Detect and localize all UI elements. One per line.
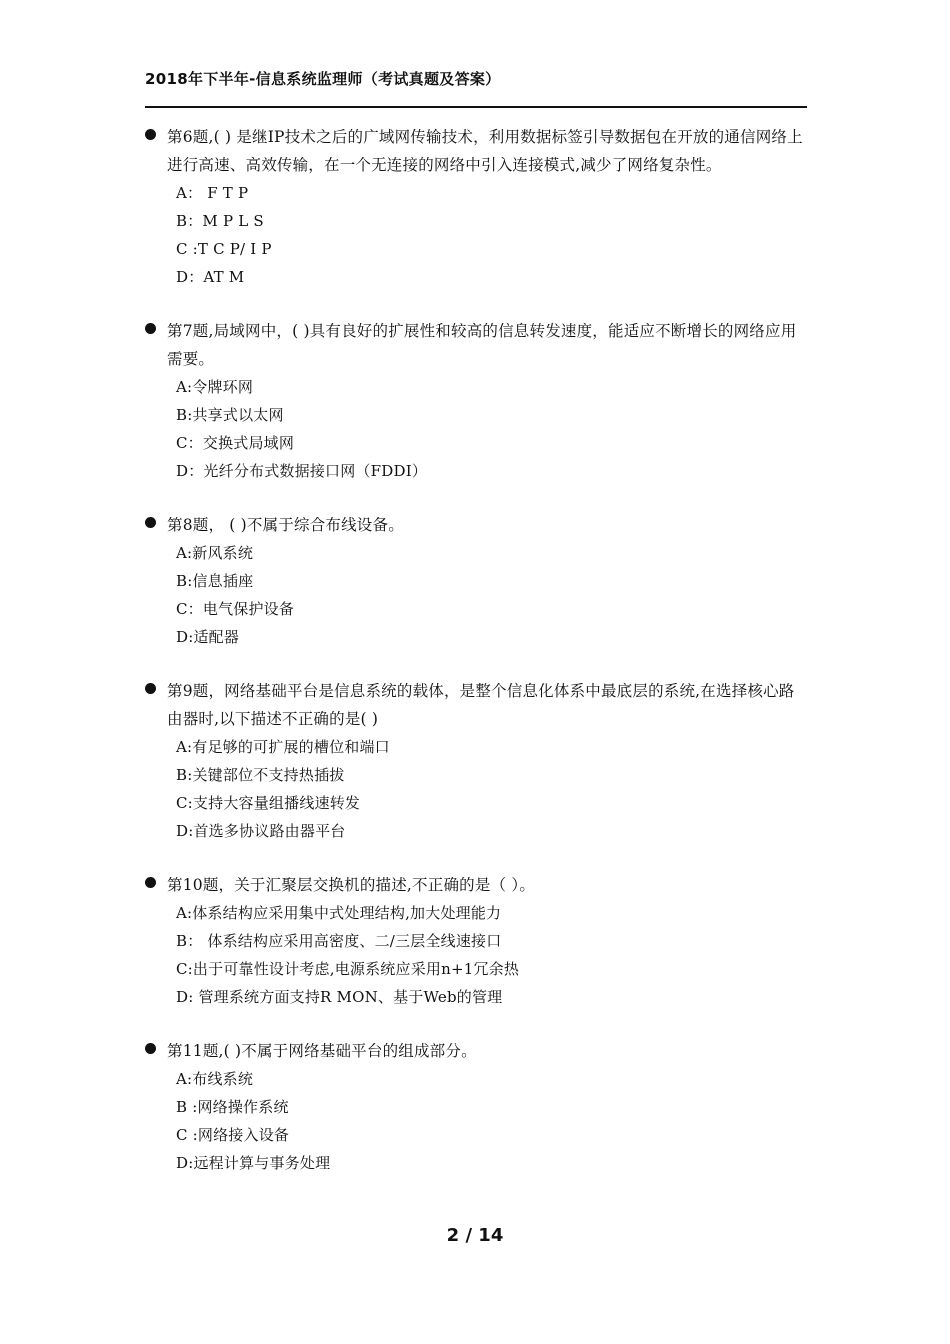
bullet-icon: [145, 129, 156, 140]
option-b: B：M P L S: [176, 212, 264, 230]
question-9: [145, 677, 807, 845]
question-stem: 第10题，关于汇聚层交换机的描述,不正确的是（ ）。: [167, 876, 536, 894]
option-c: C :T C P/ I P: [176, 240, 272, 258]
option-list: [167, 373, 807, 485]
option-list: [167, 1065, 807, 1177]
option-list: [167, 539, 807, 651]
option-d: D：光纤分布式数据接口网（FDDI）: [176, 462, 428, 480]
question-8: [145, 511, 807, 651]
option-list: [167, 733, 807, 845]
option-a: A:体系结构应采用集中式处理结构,加大处理能力: [176, 904, 502, 922]
option-a: A:新风系统: [176, 544, 254, 562]
option-b: B:关键部位不支持热插拔: [176, 766, 345, 784]
option-b: B:信息插座: [176, 572, 254, 590]
option-d: D:适配器: [176, 628, 240, 646]
option-b: B： 体系结构应采用高密度、二/三层全线速接口: [176, 932, 502, 950]
bullet-icon: [145, 1043, 156, 1054]
option-c: C :网络接入设备: [176, 1126, 290, 1144]
question-11: [145, 1037, 807, 1177]
question-10: [145, 871, 807, 1011]
question-7: [145, 317, 807, 485]
question-stem: 第8题， ( )不属于综合布线设备。: [167, 516, 404, 534]
option-d: D:远程计算与事务处理: [176, 1154, 331, 1172]
option-d: D:首选多协议路由器平台: [176, 822, 346, 840]
bullet-icon: [145, 683, 156, 694]
option-b: B :网络操作系统: [176, 1098, 289, 1116]
option-list: [167, 899, 807, 1011]
page-number: 2 / 14: [446, 1225, 504, 1246]
header-divider: [145, 106, 807, 108]
bullet-icon: [145, 877, 156, 888]
bullet-icon: [145, 517, 156, 528]
option-list: [167, 179, 807, 291]
question-list: [145, 123, 807, 1203]
option-c: C:支持大容量组播线速转发: [176, 794, 361, 812]
question-stem: 第7题,局域网中，( )具有良好的扩展性和较高的信息转发速度，能适应不断增长的网络应用需要。: [167, 322, 797, 368]
option-c: C:出于可靠性设计考虑,电源系统应采用n+1冗余热: [176, 960, 520, 978]
document-title: 2018年下半年-信息系统监理师（考试真题及答案）: [145, 70, 501, 88]
option-a: A： F T P: [176, 184, 249, 202]
option-c: C：交换式局域网: [176, 434, 295, 452]
option-b: B:共享式以太网: [176, 406, 284, 424]
question-6: [145, 123, 807, 291]
question-stem: 第9题，网络基础平台是信息系统的载体，是整个信息化体系中最底层的系统,在选择核心路由器时,以下描述不正确的是( ): [167, 682, 795, 728]
option-d: D：AT M: [176, 268, 245, 286]
question-stem: 第6题,( ) 是继IP技术之后的广域网传输技术，利用数据标签引导数据包在开放的通信网络上进行高速、高效传输，在一个无连接的网络中引入连接模式,减少了网络复杂性。: [167, 128, 803, 174]
option-d: D: 管理系统方面支持R MON、基于Web的管理: [176, 988, 503, 1006]
bullet-icon: [145, 323, 156, 334]
option-a: A:有足够的可扩展的槽位和端口: [176, 738, 390, 756]
option-a: A:布线系统: [176, 1070, 254, 1088]
question-stem: 第11题,( )不属于网络基础平台的组成部分。: [167, 1042, 477, 1060]
option-a: A:令牌环网: [176, 378, 254, 396]
page-header: [145, 68, 807, 90]
option-c: C：电气保护设备: [176, 600, 295, 618]
